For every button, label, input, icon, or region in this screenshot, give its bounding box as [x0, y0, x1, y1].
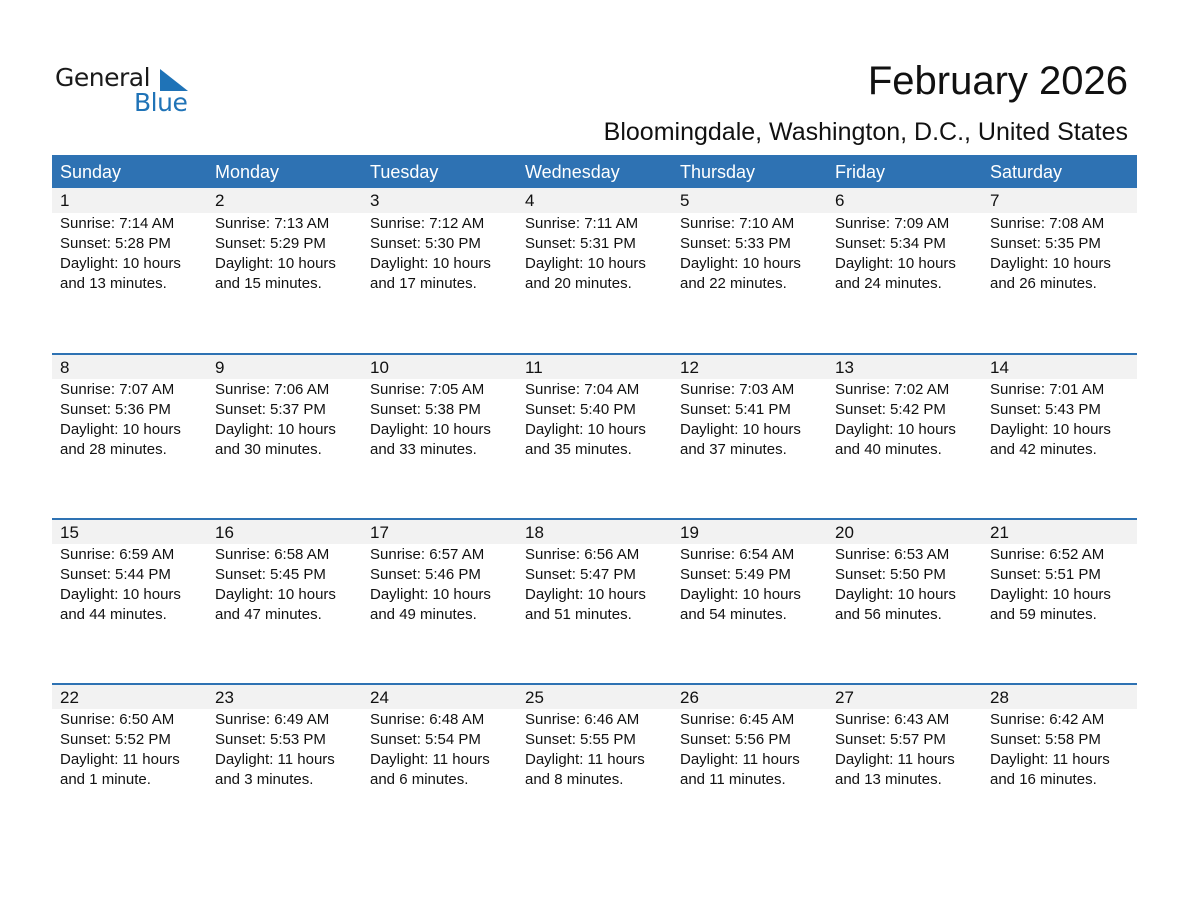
sunset-time: Sunset: 5:55 PM: [525, 731, 636, 748]
day-cell: [672, 544, 827, 625]
day-number: 13: [835, 358, 854, 377]
sunrise-time: Sunrise: 6:52 AM: [990, 546, 1105, 563]
sunrise-time: Sunrise: 7:02 AM: [835, 381, 950, 398]
daylight-minutes: and 20 minutes.: [525, 275, 632, 292]
daylight-hours: Daylight: 11 hours: [525, 751, 645, 768]
daylight-minutes: and 59 minutes.: [990, 606, 1097, 623]
weeks-container: [52, 188, 1137, 848]
sunset-time: Sunset: 5:30 PM: [370, 235, 481, 252]
daylight-hours: Daylight: 10 hours: [370, 586, 491, 603]
sunrise-time: Sunrise: 6:43 AM: [835, 711, 950, 728]
day-number: 19: [680, 523, 699, 542]
weekday-header-row: [52, 155, 1137, 188]
sunset-time: Sunset: 5:33 PM: [680, 235, 791, 252]
daylight-minutes: and 35 minutes.: [525, 441, 632, 458]
sunrise-time: Sunrise: 7:07 AM: [60, 381, 175, 398]
day-cell: [827, 544, 982, 625]
day-cell: [52, 379, 207, 460]
daylight-minutes: and 11 minutes.: [680, 771, 786, 788]
sunset-time: Sunset: 5:47 PM: [525, 566, 636, 583]
daylight-minutes: and 8 minutes.: [525, 771, 624, 788]
sunset-time: Sunset: 5:34 PM: [835, 235, 946, 252]
day-number: 6: [835, 191, 845, 210]
day-number: 25: [525, 688, 544, 707]
day-number: 22: [60, 688, 79, 707]
day-cell: [517, 379, 672, 460]
generalblue-logo: [55, 63, 195, 119]
day-number: 9: [215, 358, 225, 377]
daylight-hours: Daylight: 10 hours: [680, 255, 801, 272]
day-cell: [982, 379, 1137, 460]
day-number: 28: [990, 688, 1009, 707]
daylight-minutes: and 30 minutes.: [215, 441, 322, 458]
sunrise-time: Sunrise: 7:13 AM: [215, 215, 330, 232]
daylight-minutes: and 56 minutes.: [835, 606, 942, 623]
daylight-hours: Daylight: 10 hours: [990, 255, 1111, 272]
day-number: 10: [370, 358, 389, 377]
daylight-hours: Daylight: 10 hours: [60, 586, 181, 603]
day-info-row: [52, 544, 1137, 625]
daylight-minutes: and 51 minutes.: [525, 606, 632, 623]
daylight-hours: Daylight: 11 hours: [60, 751, 180, 768]
sunrise-time: Sunrise: 7:05 AM: [370, 381, 485, 398]
daylight-minutes: and 24 minutes.: [835, 275, 942, 292]
day-cell: [362, 379, 517, 460]
day-cell: [362, 709, 517, 790]
sunset-time: Sunset: 5:29 PM: [215, 235, 326, 252]
sunset-time: Sunset: 5:37 PM: [215, 401, 326, 418]
weekday-saturday: Saturday: [990, 162, 1063, 182]
sunrise-time: Sunrise: 7:14 AM: [60, 215, 175, 232]
daylight-hours: Daylight: 10 hours: [990, 421, 1111, 438]
weekday-tuesday: Tuesday: [370, 162, 439, 182]
daylight-hours: Daylight: 11 hours: [370, 751, 490, 768]
sunset-time: Sunset: 5:53 PM: [215, 731, 326, 748]
day-cell: [672, 709, 827, 790]
day-info-row: [52, 213, 1137, 294]
week-row: [52, 518, 1137, 683]
day-number: 5: [680, 191, 690, 210]
day-cell: [982, 213, 1137, 294]
daylight-minutes: and 47 minutes.: [215, 606, 322, 623]
weekday-wednesday: Wednesday: [525, 162, 620, 182]
daylight-hours: Daylight: 10 hours: [990, 586, 1111, 603]
day-number: 18: [525, 523, 544, 542]
day-cell: [52, 709, 207, 790]
daylight-hours: Daylight: 10 hours: [215, 421, 336, 438]
date-strip: [52, 685, 1137, 709]
day-cell: [517, 709, 672, 790]
day-number: 7: [990, 191, 1000, 210]
sunset-time: Sunset: 5:31 PM: [525, 235, 636, 252]
sunrise-time: Sunrise: 6:59 AM: [60, 546, 175, 563]
sunset-time: Sunset: 5:54 PM: [370, 731, 481, 748]
sunrise-time: Sunrise: 7:04 AM: [525, 381, 640, 398]
sunrise-time: Sunrise: 6:58 AM: [215, 546, 330, 563]
sunrise-time: Sunrise: 6:48 AM: [370, 711, 485, 728]
daylight-minutes: and 22 minutes.: [680, 275, 787, 292]
daylight-hours: Daylight: 10 hours: [215, 255, 336, 272]
date-strip: [52, 188, 1137, 213]
day-number: 20: [835, 523, 854, 542]
sunrise-time: Sunrise: 6:53 AM: [835, 546, 950, 563]
day-number: 15: [60, 523, 79, 542]
sunset-time: Sunset: 5:49 PM: [680, 566, 791, 583]
day-number: 16: [215, 523, 234, 542]
daylight-hours: Daylight: 10 hours: [525, 421, 646, 438]
sunrise-time: Sunrise: 6:49 AM: [215, 711, 330, 728]
daylight-minutes: and 15 minutes.: [215, 275, 322, 292]
sunrise-time: Sunrise: 6:45 AM: [680, 711, 795, 728]
day-number: 8: [60, 358, 70, 377]
day-number: 3: [370, 191, 380, 210]
sunrise-time: Sunrise: 7:11 AM: [525, 215, 639, 232]
sunrise-time: Sunrise: 7:09 AM: [835, 215, 950, 232]
daylight-minutes: and 17 minutes.: [370, 275, 477, 292]
logo-text-general: General: [55, 63, 151, 92]
sunset-time: Sunset: 5:44 PM: [60, 566, 171, 583]
page-title: February 2026: [867, 59, 1128, 103]
day-info-row: [52, 709, 1137, 790]
daylight-minutes: and 54 minutes.: [680, 606, 787, 623]
day-number: 1: [60, 191, 70, 210]
day-cell: [207, 379, 362, 460]
day-cell: [672, 379, 827, 460]
daylight-hours: Daylight: 10 hours: [60, 421, 181, 438]
sunset-time: Sunset: 5:52 PM: [60, 731, 171, 748]
week-row: [52, 353, 1137, 518]
day-number: 12: [680, 358, 699, 377]
day-cell: [672, 213, 827, 294]
sunrise-time: Sunrise: 7:06 AM: [215, 381, 330, 398]
day-cell: [827, 213, 982, 294]
daylight-minutes: and 16 minutes.: [990, 771, 1097, 788]
sunset-time: Sunset: 5:57 PM: [835, 731, 946, 748]
daylight-hours: Daylight: 10 hours: [525, 255, 646, 272]
day-cell: [827, 379, 982, 460]
day-number: 14: [990, 358, 1009, 377]
daylight-hours: Daylight: 10 hours: [835, 421, 956, 438]
daylight-hours: Daylight: 10 hours: [680, 586, 801, 603]
day-cell: [517, 213, 672, 294]
sunrise-time: Sunrise: 7:10 AM: [680, 215, 795, 232]
daylight-hours: Daylight: 11 hours: [215, 751, 335, 768]
daylight-minutes: and 33 minutes.: [370, 441, 477, 458]
day-cell: [207, 213, 362, 294]
sunset-time: Sunset: 5:45 PM: [215, 566, 326, 583]
daylight-minutes: and 42 minutes.: [990, 441, 1097, 458]
sunrise-time: Sunrise: 6:54 AM: [680, 546, 795, 563]
sunset-time: Sunset: 5:50 PM: [835, 566, 946, 583]
daylight-minutes: and 1 minute.: [60, 771, 151, 788]
date-strip: [52, 520, 1137, 544]
sunset-time: Sunset: 5:51 PM: [990, 566, 1101, 583]
location-subtitle: Bloomingdale, Washington, D.C., United States: [603, 118, 1128, 146]
sunset-time: Sunset: 5:42 PM: [835, 401, 946, 418]
sunrise-time: Sunrise: 6:57 AM: [370, 546, 485, 563]
daylight-hours: Daylight: 10 hours: [835, 255, 956, 272]
daylight-minutes: and 28 minutes.: [60, 441, 167, 458]
day-number: 2: [215, 191, 225, 210]
calendar-grid: [52, 155, 1137, 848]
sunrise-time: Sunrise: 7:03 AM: [680, 381, 795, 398]
day-number: 23: [215, 688, 234, 707]
daylight-hours: Daylight: 10 hours: [835, 586, 956, 603]
sunset-time: Sunset: 5:36 PM: [60, 401, 171, 418]
day-cell: [207, 544, 362, 625]
daylight-hours: Daylight: 10 hours: [525, 586, 646, 603]
day-cell: [52, 544, 207, 625]
day-number: 27: [835, 688, 854, 707]
weekday-monday: Monday: [215, 162, 280, 182]
sunrise-time: Sunrise: 6:56 AM: [525, 546, 640, 563]
weekday-friday: Friday: [835, 162, 886, 182]
day-number: 21: [990, 523, 1009, 542]
daylight-minutes: and 49 minutes.: [370, 606, 477, 623]
sunset-time: Sunset: 5:28 PM: [60, 235, 171, 252]
daylight-hours: Daylight: 10 hours: [370, 421, 491, 438]
sunset-time: Sunset: 5:41 PM: [680, 401, 791, 418]
day-cell: [362, 544, 517, 625]
sunrise-time: Sunrise: 7:08 AM: [990, 215, 1105, 232]
sunset-time: Sunset: 5:40 PM: [525, 401, 636, 418]
logo-text-blue: Blue: [134, 88, 188, 117]
day-info-row: [52, 379, 1137, 460]
daylight-minutes: and 13 minutes.: [60, 275, 167, 292]
sunset-time: Sunset: 5:46 PM: [370, 566, 481, 583]
sunrise-time: Sunrise: 6:42 AM: [990, 711, 1105, 728]
daylight-hours: Daylight: 10 hours: [370, 255, 491, 272]
daylight-hours: Daylight: 10 hours: [215, 586, 336, 603]
day-number: 26: [680, 688, 699, 707]
daylight-hours: Daylight: 10 hours: [680, 421, 801, 438]
sunrise-time: Sunrise: 6:50 AM: [60, 711, 175, 728]
sunset-time: Sunset: 5:43 PM: [990, 401, 1101, 418]
daylight-minutes: and 44 minutes.: [60, 606, 167, 623]
week-row: [52, 188, 1137, 353]
sunrise-time: Sunrise: 7:01 AM: [990, 381, 1105, 398]
daylight-hours: Daylight: 11 hours: [990, 751, 1110, 768]
date-strip: [52, 355, 1137, 379]
sunset-time: Sunset: 5:35 PM: [990, 235, 1101, 252]
week-row: [52, 683, 1137, 848]
day-cell: [517, 544, 672, 625]
day-number: 11: [525, 358, 543, 377]
day-cell: [362, 213, 517, 294]
day-cell: [207, 709, 362, 790]
day-number: 4: [525, 191, 535, 210]
sunset-time: Sunset: 5:58 PM: [990, 731, 1101, 748]
day-cell: [52, 213, 207, 294]
daylight-minutes: and 26 minutes.: [990, 275, 1097, 292]
daylight-minutes: and 3 minutes.: [215, 771, 314, 788]
sunrise-time: Sunrise: 6:46 AM: [525, 711, 640, 728]
weekday-thursday: Thursday: [680, 162, 756, 182]
daylight-minutes: and 13 minutes.: [835, 771, 942, 788]
daylight-minutes: and 37 minutes.: [680, 441, 787, 458]
day-number: 24: [370, 688, 389, 707]
daylight-hours: Daylight: 10 hours: [60, 255, 181, 272]
day-number: 17: [370, 523, 389, 542]
sunrise-time: Sunrise: 7:12 AM: [370, 215, 485, 232]
sunset-time: Sunset: 5:38 PM: [370, 401, 481, 418]
sunset-time: Sunset: 5:56 PM: [680, 731, 791, 748]
daylight-hours: Daylight: 11 hours: [835, 751, 955, 768]
daylight-minutes: and 40 minutes.: [835, 441, 942, 458]
day-cell: [982, 709, 1137, 790]
daylight-hours: Daylight: 11 hours: [680, 751, 800, 768]
day-cell: [827, 709, 982, 790]
weekday-sunday: Sunday: [60, 162, 122, 182]
day-cell: [982, 544, 1137, 625]
daylight-minutes: and 6 minutes.: [370, 771, 469, 788]
